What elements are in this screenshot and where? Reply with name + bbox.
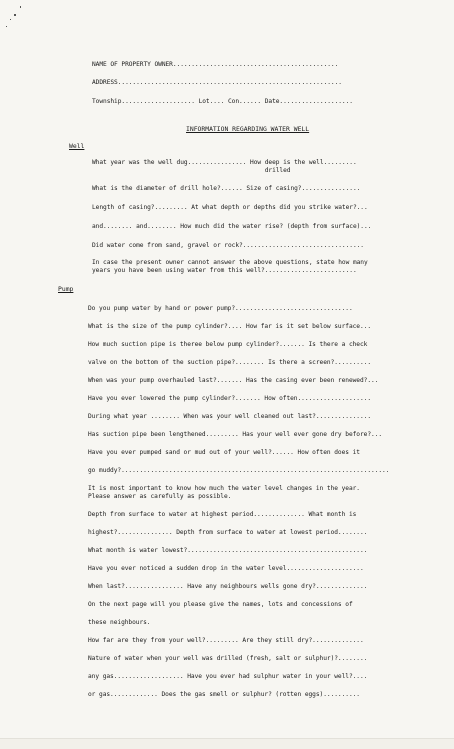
pump-question: How much suction pipe is theree below pump cylinder?....... Is there a check (88, 341, 368, 348)
well-question: years you have been using water from this well?......................... (92, 267, 357, 274)
pump-question: On the next page will you please give the names, lots and concessions of (88, 601, 353, 608)
well-question: Length of casing?......... At what depth or depths did you strike water?... (92, 204, 368, 211)
well-question: Did water come from sand, gravel or rock?................................. (92, 242, 364, 249)
pump-question: go muddy?......................................................................... (88, 467, 390, 474)
pump-question: these neighbours. (88, 619, 151, 626)
pump-question: What month is water lowest?................................................. (88, 547, 368, 554)
section-title-well: Well (69, 142, 85, 150)
pump-notice: Please answer as carefully as possible. (88, 493, 232, 500)
pump-question: valve on the bottom of the suction pipe?........ Is there a screen?.......... (88, 359, 371, 366)
pump-question: Nature of water when your well was drilled (fresh, salt or sulphur)?........ (88, 655, 368, 662)
pump-question: Have you ever pumped sand or mud out of your well?...... How often does it (88, 449, 360, 456)
pump-question: Have you ever noticed a sudden drop in the water level..................... (88, 565, 364, 572)
pump-question: Have you ever lowered the pump cylinder?....... How often.................... (88, 395, 371, 402)
pump-question: How far are they from your well?......... Are they still dry?.............. (88, 637, 364, 644)
well-question: What year was the well dug................ How deep is the well......... (92, 159, 357, 166)
ink-speck (10, 19, 11, 20)
pump-question: When was your pump overhauled last?....... Has the casing ever been renewed?... (88, 377, 379, 384)
ink-speck (14, 14, 16, 16)
well-question: In case the present owner cannot answer the above questions, state how many (92, 259, 368, 266)
pump-question: any gas................... Have you ever had sulphur water in your well?.... (88, 673, 368, 680)
pump-question: or gas............. Does the gas smell or sulphur? (rotten eggs).......... (88, 691, 360, 698)
township-field: Township.................... Lot.... Con...... Date.................... (92, 98, 353, 105)
address-field: ADDRESS............................................................. (92, 79, 342, 86)
page-bottom-edge (0, 738, 454, 749)
well-question: drilled (92, 167, 291, 174)
pump-question: Has suction pipe been lengthened......... Has your well ever gone dry before?... (88, 431, 383, 438)
pump-question: During what year ........ When was your well cleaned out last?............... (88, 413, 371, 420)
owner-field: NAME OF PROPERTY OWNER............................................. (92, 61, 339, 68)
pump-question: What is the size of the pump cylinder?.... How far is it set below surface... (88, 323, 371, 330)
pump-question: Depth from surface to water at highest period.............. What month is (88, 511, 357, 518)
section-title-pump: Pump (58, 285, 74, 293)
ink-speck (20, 6, 21, 8)
pump-question: highest?............... Depth from surface to water at lowest period........ (88, 529, 368, 536)
pump-question: Do you pump water by hand or power pump?................................ (88, 305, 353, 312)
form-heading: INFORMATION REGARDING WATER WELL (186, 125, 310, 133)
ink-speck (6, 26, 7, 27)
pump-question: When last?................ Have any neighbours wells gone dry?.............. (88, 583, 368, 590)
pump-notice: It is most important to know how much the water level changes in the year. (88, 485, 360, 492)
well-question: and........ and........ How much did the water rise? (depth from surface)... (92, 223, 372, 230)
well-question: What is the diameter of drill hole?...... Size of casing?................ (92, 185, 361, 192)
